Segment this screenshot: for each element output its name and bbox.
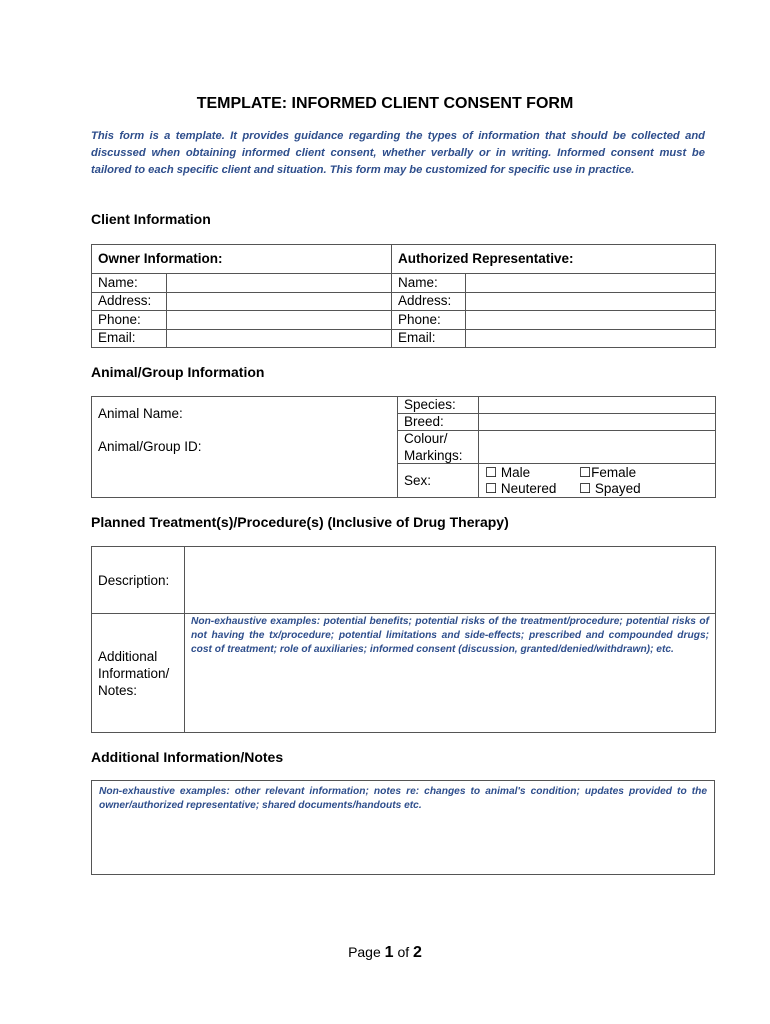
checkbox-icon: ☐ [485, 481, 498, 497]
additional-info-note: Non-exhaustive examples: potential benefits; potential risks of the treatment/procedure; potential risks of not having the tx/procedure; potential limitations and side-effects; prescribed and compounded drugs; cost of treatment; role of auxiliaries; informed consent (discussion, granted/denied/withdrawn); etc. [191, 616, 709, 655]
rep-email-label: Email: [392, 329, 466, 348]
owner-address-field[interactable] [167, 292, 392, 311]
rep-address-label: Address: [392, 292, 466, 311]
owner-address-label: Address: [92, 292, 167, 311]
markings-label: Markings: [398, 447, 479, 464]
additional-label-line-3: Notes: [98, 682, 138, 698]
additional-info-field[interactable] [185, 614, 716, 733]
owner-info-header: Owner Information: [92, 245, 392, 274]
rep-name-label: Name: [392, 274, 466, 293]
female-option[interactable] [579, 465, 636, 480]
colour-field[interactable] [479, 430, 716, 464]
owner-name-label: Name: [92, 274, 167, 293]
species-label: Species: [398, 397, 479, 414]
checkbox-icon: ☐ [485, 464, 498, 480]
breed-field[interactable] [479, 413, 716, 430]
spayed-option[interactable] [579, 481, 641, 496]
notes-note: Non-exhaustive examples: other relevant information; notes re: changes to animal's condition; updates provided to the owner/authorized representative; shared documents/handouts etc. [99, 786, 707, 811]
description-label: Description: [92, 547, 185, 614]
treatment-heading: Planned Treatment(s)/Procedure(s) (Inclusive of Drug Therapy) [91, 514, 509, 530]
client-info-table [91, 244, 716, 348]
page-number [0, 944, 770, 962]
description-field[interactable] [185, 547, 716, 614]
notes-box[interactable] [91, 780, 715, 875]
female-label: Female [591, 464, 637, 480]
page-label: Page [348, 944, 381, 960]
page-total: 2 [413, 944, 422, 961]
page-current: 1 [384, 944, 394, 961]
notes-heading: Additional Information/Notes [91, 749, 284, 765]
rep-phone-field[interactable] [466, 311, 716, 330]
checkbox-icon: ☐ [579, 481, 592, 497]
rep-email-field[interactable] [466, 329, 716, 348]
sex-row-1 [479, 464, 716, 481]
treatment-table [91, 546, 716, 733]
breed-label: Breed: [398, 413, 479, 430]
group-id-label: Animal/Group ID: [98, 439, 202, 454]
additional-label-line-1: Additional [98, 648, 158, 664]
animal-name-label: Animal Name: [98, 406, 183, 421]
neutered-option[interactable] [485, 481, 579, 496]
rep-info-header: Authorized Representative: [392, 245, 716, 274]
neutered-label: Neutered [500, 481, 557, 497]
spayed-label: Spayed [594, 481, 641, 497]
animal-info-table [91, 396, 716, 498]
male-option[interactable] [485, 465, 579, 480]
additional-info-label [92, 614, 185, 733]
animal-info-heading: Animal/Group Information [91, 364, 265, 380]
client-info-heading: Client Information [91, 211, 211, 227]
species-field[interactable] [479, 397, 716, 414]
rep-name-field[interactable] [466, 274, 716, 293]
additional-label-line-2: Information/ [98, 665, 170, 681]
male-label: Male [500, 464, 531, 480]
sex-label: Sex: [398, 464, 479, 498]
of-label: of [397, 944, 410, 960]
rep-address-field[interactable] [466, 292, 716, 311]
sex-row-2 [479, 480, 716, 497]
colour-label: Colour/ [398, 430, 479, 447]
intro-text: This form is a template. It provides guidance regarding the types of information that should be collected and discussed when obtaining informed client consent, whether verbally or in writing. Informed consent must be tailored to each specific client and situation. This form may be customized for specific use in practice. [91, 130, 705, 176]
owner-email-field[interactable] [167, 329, 392, 348]
page-title: TEMPLATE: INFORMED CLIENT CONSENT FORM [196, 95, 574, 112]
animal-left-cell [92, 397, 398, 498]
owner-phone-field[interactable] [167, 311, 392, 330]
owner-phone-label: Phone: [92, 311, 167, 330]
rep-phone-label: Phone: [392, 311, 466, 330]
checkbox-icon: ☐ [579, 464, 592, 480]
owner-name-field[interactable] [167, 274, 392, 293]
owner-email-label: Email: [92, 329, 167, 348]
